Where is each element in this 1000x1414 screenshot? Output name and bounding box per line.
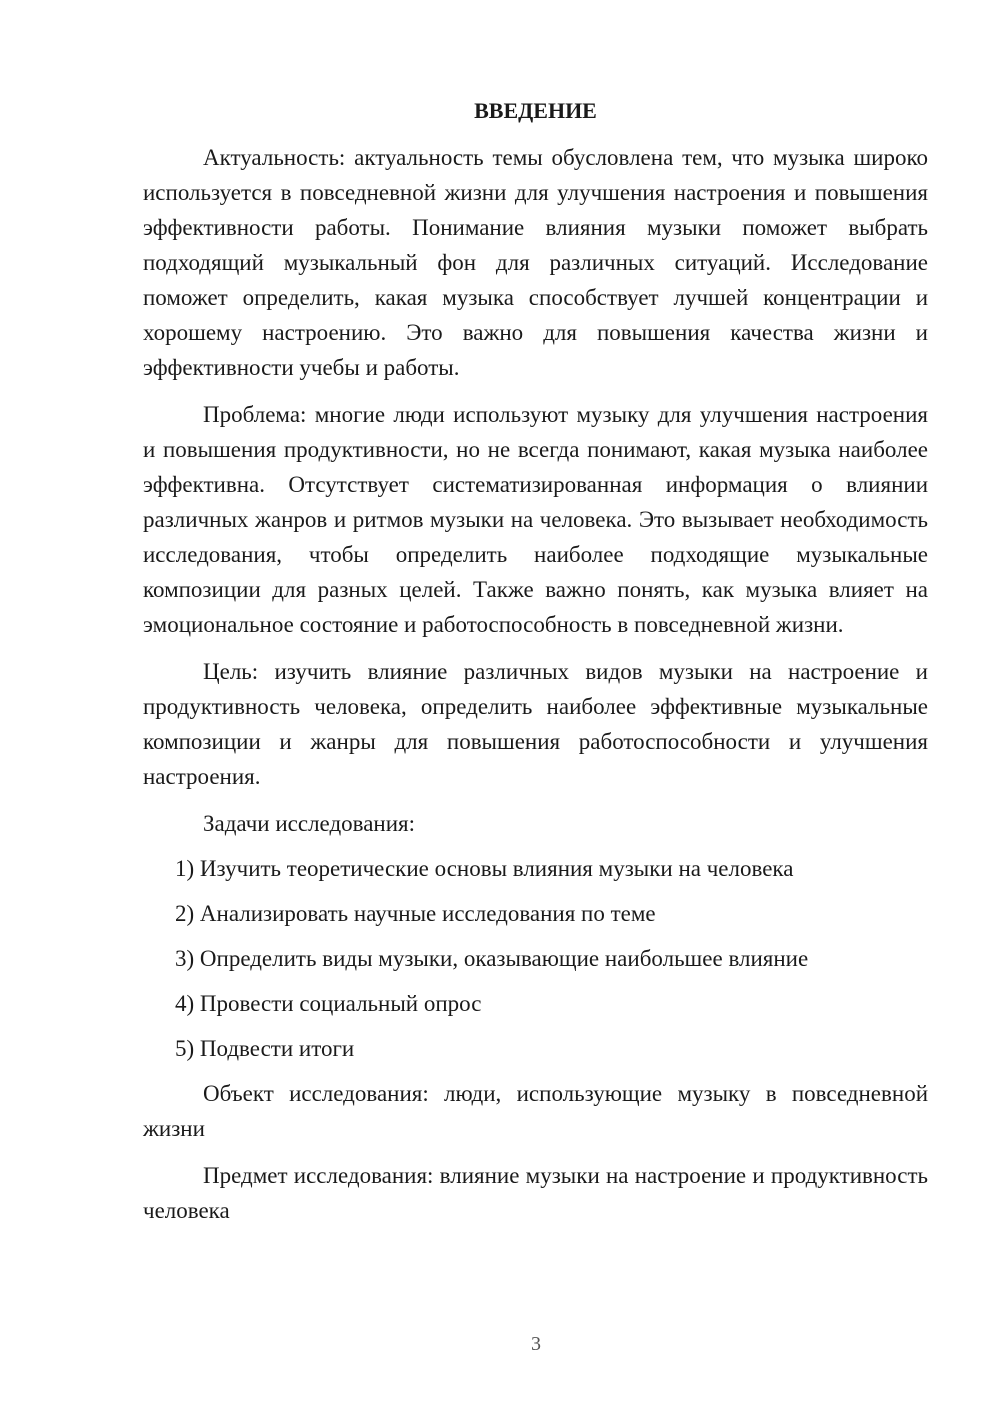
page-content — [143, 94, 928, 1240]
problem-paragraph: Проблема: многие люди используют музыку для улучшения настроения и повышения продуктивности, но не всегда понимают, какая музыка наиболее эффективна. Отсутствует систематизированная информация о влиянии различных жанров и ритмов музыки на человека. Это вызывает необходимость исследования, чтобы определить наиболее подходящие музыкальные композиции для разных целей. Также важно понять, как музыка влияет на эмоциональное состояние и работоспособность в повседневной жизни. — [143, 402, 928, 637]
task-item: 1) Изучить теоретические основы влияния музыки на человека — [175, 856, 794, 881]
object-paragraph: Объект исследования: люди, использующие музыку в повседневной жизни — [143, 1081, 928, 1141]
goal-paragraph: Цель: изучить влияние различных видов музыки на настроение и продуктивность человека, определить наиболее эффективные музыкальные композиции и жанры для повышения работоспособности и улучшения настроения. — [143, 659, 928, 789]
tasks-list — [143, 851, 928, 1066]
section-title: ВВЕДЕНИЕ — [474, 98, 597, 123]
page-number: 3 — [531, 1333, 541, 1355]
task-item: 5) Подвести итоги — [175, 1036, 355, 1061]
task-item: 2) Анализировать научные исследования по теме — [175, 901, 656, 926]
task-item: 3) Определить виды музыки, оказывающие наибольшее влияние — [175, 946, 809, 971]
relevance-paragraph: Актуальность: актуальность темы обусловлена тем, что музыка широко используется в повседневной жизни для улучшения настроения и повышения эффективности работы. Понимание влияния музыки поможет выбрать подходящий музыкальный фон для различных ситуаций. Исследование поможет определить, какая музыка способствует лучшей концентрации и хорошему настроению. Это важно для повышения качества жизни и эффективности учебы и работы. — [143, 145, 928, 380]
task-item: 4) Провести социальный опрос — [175, 991, 482, 1016]
tasks-heading: Задачи исследования: — [203, 811, 416, 836]
subject-paragraph: Предмет исследования: влияние музыки на настроение и продуктивность человека — [143, 1163, 928, 1223]
